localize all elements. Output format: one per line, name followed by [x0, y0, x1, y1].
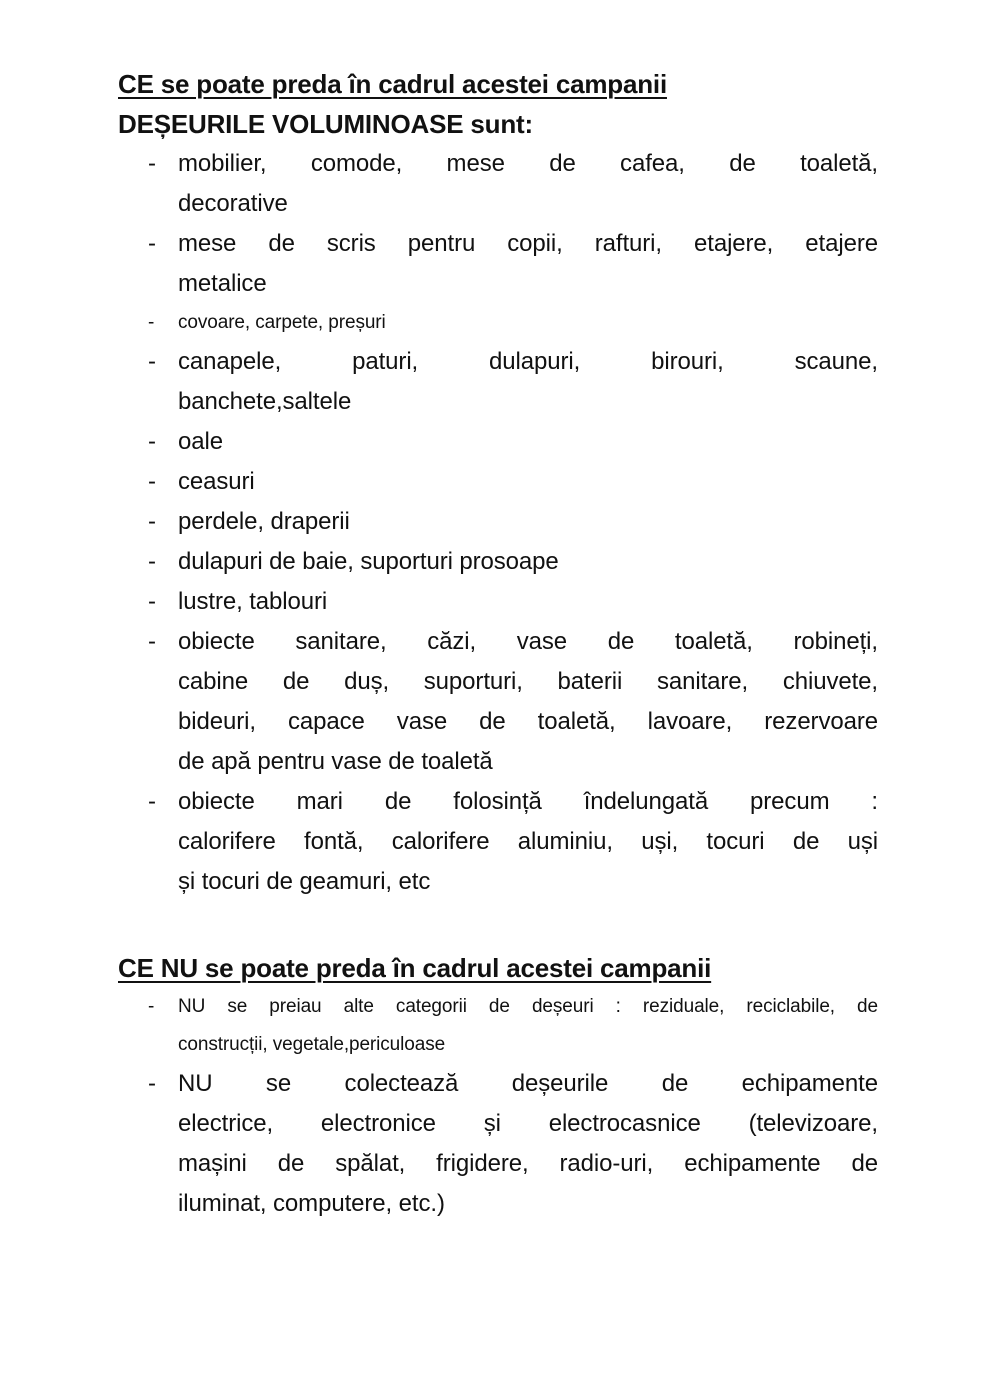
list-item [118, 304, 878, 342]
list-item [118, 582, 878, 622]
text-line: de apă pentru vase de toaletă [178, 748, 493, 775]
bullet-dash: - [148, 468, 156, 495]
section-allowed-subheading: DEȘEURILE VOLUMINOASE sunt: [118, 109, 533, 139]
text-line: obiecte mari de folosință îndelungată precum : [178, 788, 878, 815]
text-line: metalice [178, 270, 267, 297]
item-text [178, 462, 878, 502]
text-line: lustre, tablouri [178, 588, 328, 615]
list-item [118, 622, 878, 782]
text-line: canapele, paturi, dulapuri, birouri, scaune, [178, 348, 878, 375]
text-line: iluminat, computere, etc.) [178, 1190, 445, 1217]
section-allowed [118, 64, 878, 902]
item-text [178, 502, 878, 542]
item-text [178, 542, 878, 582]
item-text [178, 304, 878, 342]
list-item [118, 462, 878, 502]
list-item [118, 342, 878, 422]
text-line: ceasuri [178, 468, 255, 495]
bullet-dash: - [148, 1070, 156, 1097]
text-line: bideuri, capace vase de toaletă, lavoare, rezervoare [178, 708, 878, 735]
text-line: mobilier, comode, mese de cafea, de toaletă, [178, 150, 878, 177]
text-line: dulapuri de baie, suporturi prosoape [178, 548, 559, 575]
list-item [118, 542, 878, 582]
item-text [178, 1064, 878, 1224]
text-line: mese de scris pentru copii, rafturi, etajere, etajere [178, 230, 878, 257]
section-allowed-heading: CE se poate preda în cadrul acestei campanii [118, 69, 667, 99]
bullet-dash: - [148, 508, 156, 535]
bullet-dash: - [148, 230, 156, 257]
text-line: și tocuri de geamuri, etc [178, 868, 431, 895]
list-item [118, 422, 878, 462]
text-line: oale [178, 428, 223, 455]
item-text [178, 782, 878, 902]
text-line: calorifere fontă, calorifere aluminiu, uși, tocuri de uși [178, 828, 878, 855]
list-item [118, 502, 878, 542]
text-line: obiecte sanitare, căzi, vase de toaletă, robineți, [178, 628, 878, 655]
text-line: construcții, vegetale,periculoase [178, 1034, 446, 1055]
list-item [118, 1064, 878, 1224]
section-not-allowed [118, 948, 878, 1224]
item-text [178, 622, 878, 782]
list-item [118, 144, 878, 224]
text-line: mașini de spălat, frigidere, radio-uri, echipamente de [178, 1150, 878, 1177]
bullet-dash: - [148, 150, 156, 177]
item-text [178, 988, 878, 1064]
item-text [178, 422, 878, 462]
bullet-dash: - [148, 996, 155, 1017]
bullet-dash: - [148, 788, 156, 815]
bullet-dash: - [148, 548, 156, 575]
bullet-dash: - [148, 588, 156, 615]
bullet-dash: - [148, 312, 155, 333]
list-item [118, 988, 878, 1064]
section-not-allowed-heading: CE NU se poate preda în cadrul acestei campanii [118, 953, 712, 983]
list-item [118, 224, 878, 304]
item-text [178, 342, 878, 422]
text-line: cabine de duș, suporturi, baterii sanitare, chiuvete, [178, 668, 878, 695]
not-allowed-items-list [118, 988, 878, 1224]
item-text [178, 144, 878, 224]
list-item [118, 782, 878, 902]
item-text [178, 224, 878, 304]
text-line: NU se preiau alte categorii de deșeuri : reziduale, reciclabile, de [178, 996, 878, 1017]
text-line: decorative [178, 190, 288, 217]
text-line: NU se colectează deșeurile de echipamente [178, 1070, 878, 1097]
text-line: banchete,saltele [178, 388, 352, 415]
bullet-dash: - [148, 628, 156, 655]
text-line: perdele, draperii [178, 508, 350, 535]
bullet-dash: - [148, 348, 156, 375]
text-line: covoare, carpete, preșuri [178, 312, 386, 333]
item-text [178, 582, 878, 622]
text-line: electrice, electronice și electrocasnice (televizoare, [178, 1110, 878, 1137]
allowed-items-list [118, 144, 878, 902]
bullet-dash: - [148, 428, 156, 455]
